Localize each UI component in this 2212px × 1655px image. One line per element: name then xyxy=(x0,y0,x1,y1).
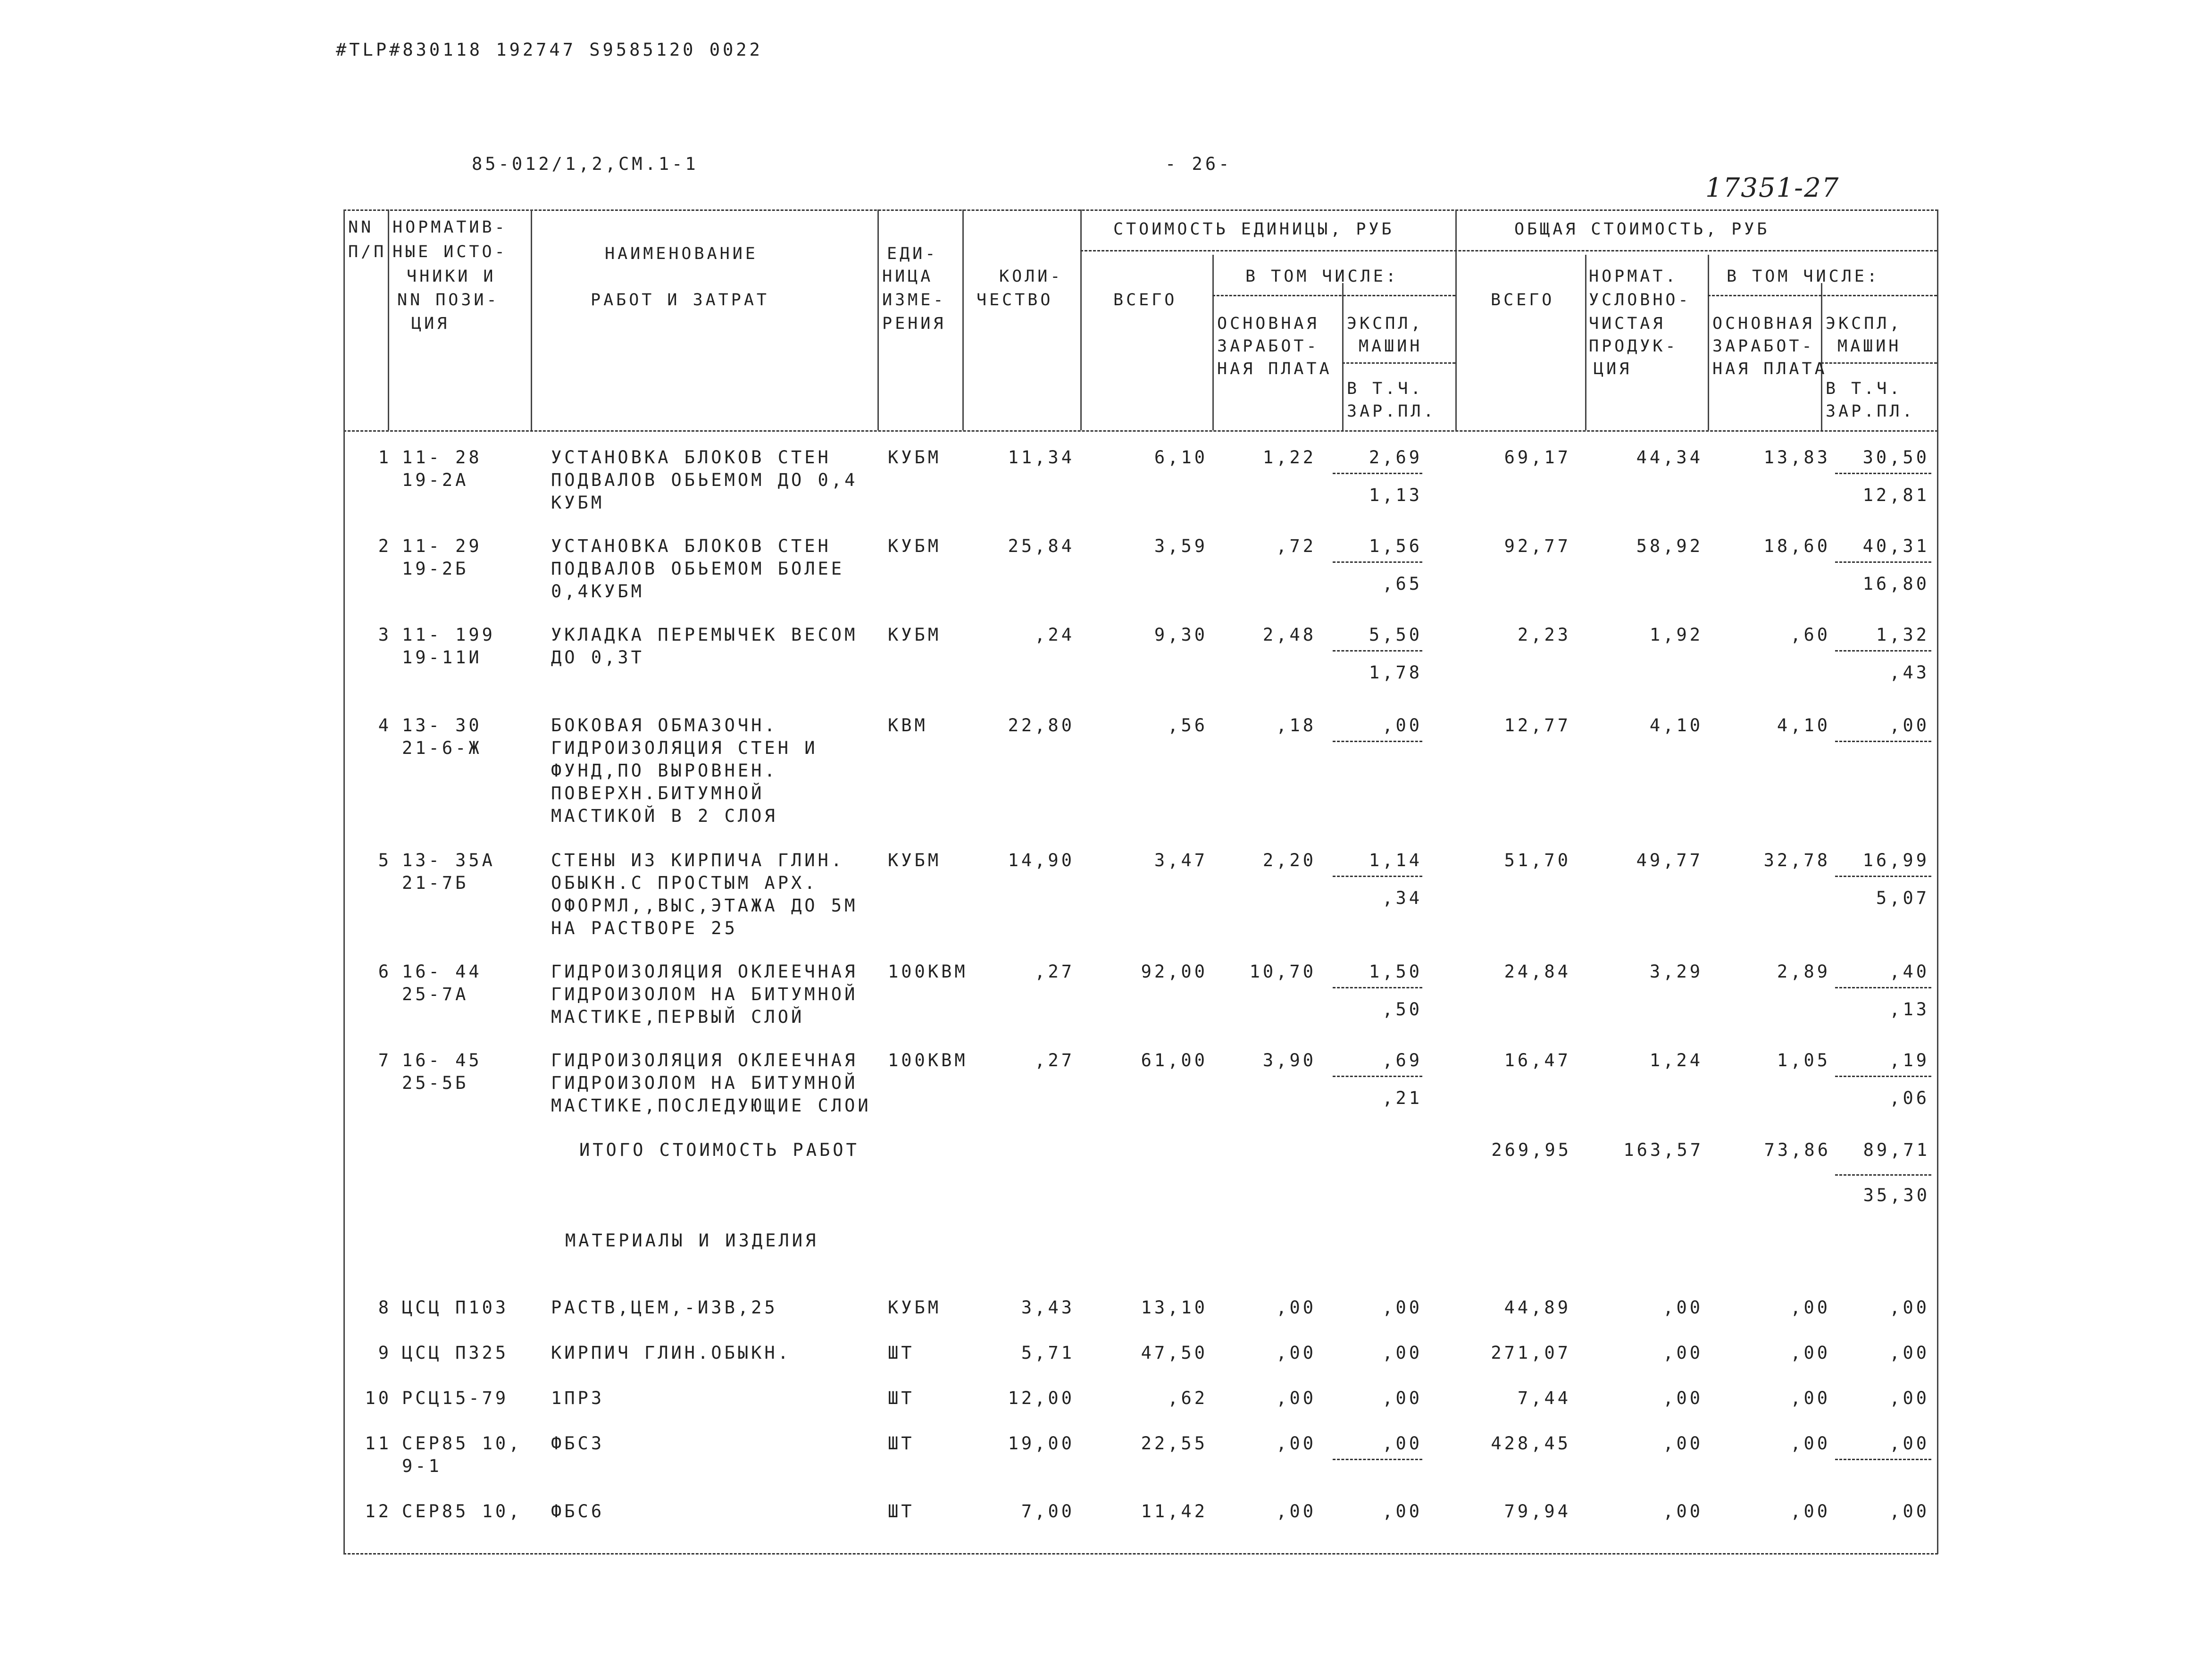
row-unit-zp: ,21 xyxy=(1382,1088,1422,1108)
header-unit-1: ЕДИ- xyxy=(887,244,938,263)
header-subrule-unit-in-that xyxy=(1212,295,1455,296)
header-subrule-total-in-that xyxy=(1708,295,1937,296)
row-total-eksp-divider xyxy=(1835,1076,1931,1077)
row-total-osn-zp: 13,83 xyxy=(1763,447,1830,468)
row-unit: КУБМ xyxy=(888,625,942,645)
row-total-eksp: ,00 xyxy=(1889,1388,1929,1408)
row-total-eksp: 30,50 xyxy=(1862,447,1929,468)
row-total-zp: 5,07 xyxy=(1876,888,1929,908)
row-unit-eksp-divider xyxy=(1333,1459,1422,1460)
row-code: 21-6-Ж xyxy=(402,738,482,758)
row-name-line: ФБС3 xyxy=(551,1433,605,1454)
row-name-line: МАСТИКЕ,ПЕРВЫЙ СЛОЙ xyxy=(551,1007,805,1027)
row-code: 11- 29 xyxy=(402,536,482,556)
header-separator-unit xyxy=(962,209,964,430)
row-code: 19-2Б xyxy=(402,559,469,579)
row-unit-osn-zp: 10,70 xyxy=(1249,961,1316,982)
row-total-norm-prod: ,00 xyxy=(1663,1388,1703,1408)
row-total-norm-prod: 4,10 xyxy=(1649,715,1703,736)
header-total-osn-2: ЗАРАБОТ- xyxy=(1712,337,1815,356)
row-number: 3 xyxy=(378,625,392,645)
header-subrule-unit-zp xyxy=(1342,362,1455,364)
row-quantity: 25,84 xyxy=(1008,536,1075,556)
row-total-norm-prod: 1,92 xyxy=(1649,625,1703,645)
row-total-norm-prod: ,00 xyxy=(1663,1343,1703,1363)
header-total-vsego: ВСЕГО xyxy=(1491,291,1555,309)
row-name-line: ОФОРМЛ,,ВЫС,ЭТАЖА ДО 5М xyxy=(551,895,858,916)
row-unit-eksp: ,00 xyxy=(1382,1501,1422,1521)
row-number: 4 xyxy=(378,715,392,736)
row-code: СЕР85 10, xyxy=(402,1501,522,1521)
row-number: 9 xyxy=(378,1343,392,1363)
row-unit-eksp: ,00 xyxy=(1382,1343,1422,1363)
row-name-line: КИРПИЧ ГЛИН.ОБЫКН. xyxy=(551,1343,791,1363)
row-unit-zp: 1,13 xyxy=(1369,485,1422,505)
row-quantity: 19,00 xyxy=(1008,1433,1075,1454)
row-total-eksp: ,00 xyxy=(1889,1501,1929,1521)
row-unit-eksp-divider xyxy=(1333,650,1422,652)
row-name-line: 0,4КУБМ xyxy=(551,581,644,602)
row-name-line: МАСТИКЕ,ПОСЛЕДУЮЩИЕ СЛОИ xyxy=(551,1095,871,1116)
row-unit-eksp: ,00 xyxy=(1382,715,1422,736)
row-unit-osn-zp: 1,22 xyxy=(1262,447,1316,468)
row-name-line: ГИДРОИЗОЛОМ НА БИТУМНОЙ xyxy=(551,984,858,1004)
row-code: ЦСЦ П325 xyxy=(402,1343,509,1363)
row-total: 2,23 xyxy=(1517,625,1571,645)
header-name-1: НАИМЕНОВАНИЕ xyxy=(605,244,758,263)
row-unit-osn-zp: 3,90 xyxy=(1262,1050,1316,1070)
header-norm-4: NN ПОЗИ- xyxy=(397,291,500,309)
row-total-osn-zp: ,00 xyxy=(1790,1388,1830,1408)
row-total: 16,47 xyxy=(1504,1050,1571,1070)
table-right-border xyxy=(1937,209,1938,1554)
row-unit-total: 6,10 xyxy=(1154,447,1208,468)
row-unit-osn-zp: ,18 xyxy=(1276,715,1316,736)
row-unit-osn-zp: ,00 xyxy=(1276,1501,1316,1521)
total-eksp-divider xyxy=(1835,1174,1931,1176)
row-unit-eksp: 1,56 xyxy=(1369,536,1422,556)
row-unit-eksp: 1,50 xyxy=(1369,961,1422,982)
row-code: 9-1 xyxy=(402,1456,442,1476)
row-total-eksp-divider xyxy=(1835,741,1931,742)
row-unit: КУБМ xyxy=(888,536,942,556)
row-quantity: 14,90 xyxy=(1008,850,1075,870)
header-norm-prod-1: НОРМАТ. xyxy=(1589,267,1678,286)
header-separator-name xyxy=(877,209,879,430)
row-name-line: СТЕНЫ ИЗ КИРПИЧА ГЛИН. xyxy=(551,850,845,870)
row-number: 11 xyxy=(365,1433,392,1454)
header-norm-prod-5: ЦИЯ xyxy=(1594,359,1632,378)
header-separator-u-total xyxy=(1212,255,1214,430)
row-name-line: ГИДРОИЗОЛЯЦИЯ СТЕН И xyxy=(551,738,818,758)
row-name-line: УСТАНОВКА БЛОКОВ СТЕН xyxy=(551,536,831,556)
row-unit-eksp: 1,14 xyxy=(1369,850,1422,870)
row-name-line: МАСТИКОЙ В 2 СЛОЯ xyxy=(551,806,778,826)
row-name-line: ФУНД,ПО ВЫРОВНЕН. xyxy=(551,761,778,781)
row-unit: 100КВМ xyxy=(888,1050,968,1070)
row-total-norm-prod: 1,24 xyxy=(1649,1050,1703,1070)
row-unit: ШТ xyxy=(888,1501,915,1521)
header-bottom-rule xyxy=(343,430,1938,432)
row-unit-zp: 1,78 xyxy=(1369,662,1422,683)
row-unit-eksp-divider xyxy=(1333,987,1422,988)
row-total-osn-zp: ,00 xyxy=(1790,1297,1830,1318)
table-top-rule xyxy=(343,209,1938,211)
row-code: 25-7А xyxy=(402,984,469,1004)
header-separator-t-osn xyxy=(1821,283,1822,430)
row-unit-osn-zp: ,00 xyxy=(1276,1297,1316,1318)
row-name-line: 1ПР3 xyxy=(551,1388,605,1408)
document-reference: 85-012/1,2,СМ.1-1 xyxy=(472,154,699,174)
row-total-zp: 12,81 xyxy=(1862,485,1929,505)
header-norm-prod-2: УСЛОВНО- xyxy=(1589,291,1691,309)
row-quantity: 12,00 xyxy=(1008,1388,1075,1408)
row-name-line: УСТАНОВКА БЛОКОВ СТЕН xyxy=(551,447,831,468)
row-unit-eksp: 2,69 xyxy=(1369,447,1422,468)
row-unit-osn-zp: ,00 xyxy=(1276,1388,1316,1408)
row-code: 16- 44 xyxy=(402,961,482,982)
row-code: 25-5Б xyxy=(402,1073,469,1093)
row-total-norm-prod: 49,77 xyxy=(1636,850,1703,870)
row-unit: ШТ xyxy=(888,1433,915,1454)
row-total: 51,70 xyxy=(1504,850,1571,870)
row-total-eksp: ,00 xyxy=(1889,1343,1929,1363)
header-norm-1: НОРМАТИВ- xyxy=(392,218,508,237)
row-total-osn-zp: ,00 xyxy=(1790,1501,1830,1521)
row-unit: ШТ xyxy=(888,1388,915,1408)
row-total-eksp-divider xyxy=(1835,561,1931,563)
row-number: 10 xyxy=(365,1388,392,1408)
row-total: 7,44 xyxy=(1517,1388,1571,1408)
row-code: СЕР85 10, xyxy=(402,1433,522,1454)
row-unit-total: 22,55 xyxy=(1141,1433,1208,1454)
row-total-eksp: 16,99 xyxy=(1862,850,1929,870)
row-code: 11- 28 xyxy=(402,447,482,468)
header-norm-prod-4: ПРОДУК- xyxy=(1589,337,1678,356)
row-total-osn-zp: 4,10 xyxy=(1777,715,1830,736)
header-total-in-that: В ТОМ ЧИСЛЕ: xyxy=(1727,267,1880,286)
row-number: 7 xyxy=(378,1050,392,1070)
row-total-norm-prod: ,00 xyxy=(1663,1501,1703,1521)
row-total-osn-zp: ,00 xyxy=(1790,1343,1830,1363)
header-total-eksp-2: МАШИН xyxy=(1837,337,1902,356)
row-total-zp: ,43 xyxy=(1889,662,1929,683)
row-name-line: ГИДРОИЗОЛЯЦИЯ ОКЛЕЕЧНАЯ xyxy=(551,961,858,982)
header-total-vtch-2: ЗАР.ПЛ. xyxy=(1826,402,1915,421)
header-unit-vtch-1: В Т.Ч. xyxy=(1347,379,1424,398)
row-total-eksp: 40,31 xyxy=(1862,536,1929,556)
header-separator-norm xyxy=(531,209,532,430)
row-quantity: 3,43 xyxy=(1021,1297,1075,1318)
row-number: 6 xyxy=(378,961,392,982)
page-number: - 26- xyxy=(1165,154,1232,174)
row-unit-total: 13,10 xyxy=(1141,1297,1208,1318)
header-norm-2: НЫЕ ИСТО- xyxy=(392,242,508,261)
row-total: 271,07 xyxy=(1491,1343,1571,1363)
row-unit-eksp: 5,50 xyxy=(1369,625,1422,645)
header-unit-3: ИЗМЕ- xyxy=(882,291,946,309)
header-qty-2: ЧЕСТВО xyxy=(977,291,1053,309)
row-name-line: ДО 0,3Т xyxy=(551,647,644,668)
row-quantity: 22,80 xyxy=(1008,715,1075,736)
row-name-line: ПОДВАЛОВ ОБЬЕМОМ ДО 0,4 xyxy=(551,470,858,490)
total-zp: 35,30 xyxy=(1863,1185,1930,1205)
header-total-vtch-1: В Т.Ч. xyxy=(1826,379,1903,398)
row-unit-total: ,62 xyxy=(1168,1388,1208,1408)
row-total-osn-zp: ,00 xyxy=(1790,1433,1830,1454)
row-total-zp: ,06 xyxy=(1889,1088,1929,1108)
row-total-eksp: ,40 xyxy=(1889,961,1929,982)
header-norm-3: ЧНИКИ И xyxy=(407,267,496,286)
total-label: ИТОГО СТОИМОСТЬ РАБОТ xyxy=(579,1140,860,1160)
row-total-zp: ,13 xyxy=(1889,999,1929,1020)
row-total-zp: 16,80 xyxy=(1862,574,1929,594)
header-unit-cost-title: СТОИМОСТЬ ЕДИНИЦЫ, РУБ xyxy=(1113,220,1394,239)
row-code: ЦСЦ П103 xyxy=(402,1297,509,1318)
row-total-osn-zp: ,60 xyxy=(1790,625,1830,645)
row-total-osn-zp: 1,05 xyxy=(1777,1050,1830,1070)
row-number: 1 xyxy=(378,447,392,468)
header-norm-5: ЦИЯ xyxy=(411,314,450,333)
header-subrule-cost xyxy=(1080,250,1937,251)
row-unit: КУБМ xyxy=(888,850,942,870)
row-unit-osn-zp: 2,48 xyxy=(1262,625,1316,645)
row-number: 8 xyxy=(378,1297,392,1318)
row-unit-total: 3,59 xyxy=(1154,536,1208,556)
row-unit-total: 92,00 xyxy=(1141,961,1208,982)
header-separator-t-total xyxy=(1585,255,1586,430)
row-quantity: 5,71 xyxy=(1021,1343,1075,1363)
row-total: 44,89 xyxy=(1504,1297,1571,1318)
row-code: 19-2А xyxy=(402,470,469,490)
row-number: 5 xyxy=(378,850,392,870)
header-unit-vsego: ВСЕГО xyxy=(1113,291,1177,309)
row-code: 21-7Б xyxy=(402,873,469,893)
row-unit-osn-zp: 2,20 xyxy=(1262,850,1316,870)
row-unit: КУБМ xyxy=(888,1297,942,1318)
row-unit-total: 61,00 xyxy=(1141,1050,1208,1070)
row-name-line: РАСТВ,ЦЕМ,-ИЗВ,25 xyxy=(551,1297,778,1318)
row-total-eksp-divider xyxy=(1835,987,1931,988)
header-norm-prod-3: ЧИСТАЯ xyxy=(1589,314,1666,333)
header-unit-2: НИЦА xyxy=(882,267,934,286)
total-all: 269,95 xyxy=(1491,1140,1571,1160)
row-quantity: ,27 xyxy=(1035,961,1075,982)
row-total-eksp-divider xyxy=(1835,876,1931,877)
header-unit-4: РЕНИЯ xyxy=(882,314,946,333)
row-unit-eksp: ,00 xyxy=(1382,1297,1422,1318)
row-code: 13- 35А xyxy=(402,850,495,870)
header-separator-t-norm xyxy=(1708,255,1709,430)
row-unit-zp: ,50 xyxy=(1382,999,1422,1020)
row-number: 12 xyxy=(365,1501,392,1521)
row-code: 11- 199 xyxy=(402,625,495,645)
row-name-line: ГИДРОИЗОЛОМ НА БИТУМНОЙ xyxy=(551,1073,858,1093)
header-unit-osn-2: ЗАРАБОТ- xyxy=(1217,337,1319,356)
header-separator-qty xyxy=(1080,209,1082,430)
row-quantity: 11,34 xyxy=(1008,447,1075,468)
row-name-line: НА РАСТВОРЕ 25 xyxy=(551,918,738,938)
row-name-line: ГИДРОИЗОЛЯЦИЯ ОКЛЕЕЧНАЯ xyxy=(551,1050,858,1070)
materials-title: МАТЕРИАЛЫ И ИЗДЕЛИЯ xyxy=(565,1230,819,1251)
row-unit-eksp-divider xyxy=(1333,561,1422,563)
row-number: 2 xyxy=(378,536,392,556)
row-total: 12,77 xyxy=(1504,715,1571,736)
row-total-osn-zp: 18,60 xyxy=(1763,536,1830,556)
header-separator-nn xyxy=(388,209,389,430)
row-code: 19-11И xyxy=(402,647,482,668)
row-total-norm-prod: ,00 xyxy=(1663,1297,1703,1318)
row-name-line: УКЛАДКА ПЕРЕМЫЧЕК ВЕСОМ xyxy=(551,625,858,645)
row-total-eksp: 1,32 xyxy=(1876,625,1929,645)
total-osn-zp: 73,86 xyxy=(1764,1140,1831,1160)
header-total-osn-3: НАЯ ПЛАТА xyxy=(1712,359,1828,378)
header-total-osn-1: ОСНОВНАЯ xyxy=(1712,314,1815,333)
row-name-line: КУБМ xyxy=(551,493,605,513)
row-unit: 100КВМ xyxy=(888,961,968,982)
total-eksp: 89,71 xyxy=(1863,1140,1930,1160)
row-total-osn-zp: 2,89 xyxy=(1777,961,1830,982)
row-total-osn-zp: 32,78 xyxy=(1763,850,1830,870)
row-unit-total: ,56 xyxy=(1168,715,1208,736)
row-quantity: ,24 xyxy=(1035,625,1075,645)
header-subrule-total-zp xyxy=(1821,362,1937,364)
row-unit-total: 3,47 xyxy=(1154,850,1208,870)
row-total-eksp-divider xyxy=(1835,473,1931,474)
row-total: 79,94 xyxy=(1504,1501,1571,1521)
row-name-line: ФБС6 xyxy=(551,1501,605,1521)
row-unit-eksp: ,69 xyxy=(1382,1050,1422,1070)
row-name-line: ПОВЕРХН.БИТУМНОЙ xyxy=(551,783,765,803)
row-unit-eksp-divider xyxy=(1333,1076,1422,1077)
row-unit-total: 9,30 xyxy=(1154,625,1208,645)
row-unit: ШТ xyxy=(888,1343,915,1363)
header-total-cost-title: ОБЩАЯ СТОИМОСТЬ, РУБ xyxy=(1514,220,1770,239)
row-total-eksp: ,00 xyxy=(1889,1297,1929,1318)
row-unit: КВМ xyxy=(888,715,928,736)
row-total-norm-prod: 44,34 xyxy=(1636,447,1703,468)
row-unit-eksp: ,00 xyxy=(1382,1388,1422,1408)
row-total-norm-prod: 3,29 xyxy=(1649,961,1703,982)
row-total-eksp: ,19 xyxy=(1889,1050,1929,1070)
row-unit-osn-zp: ,00 xyxy=(1276,1433,1316,1454)
row-name-line: ОБЫКН.С ПРОСТЫМ АРХ. xyxy=(551,873,818,893)
header-unit-vtch-2: ЗАР.ПЛ. xyxy=(1347,402,1436,421)
document-code: #TLP#830118 192747 S9585120 0022 xyxy=(336,40,763,60)
header-total-eksp-1: ЭКСПЛ, xyxy=(1826,314,1903,333)
row-unit: КУБМ xyxy=(888,447,942,468)
table-left-border xyxy=(343,209,345,1554)
row-total-norm-prod: 58,92 xyxy=(1636,536,1703,556)
row-total-eksp: ,00 xyxy=(1889,1433,1929,1454)
row-total-eksp-divider xyxy=(1835,1459,1931,1460)
row-total-norm-prod: ,00 xyxy=(1663,1433,1703,1454)
header-unit-osn-3: НАЯ ПЛАТА xyxy=(1217,359,1332,378)
row-total: 69,17 xyxy=(1504,447,1571,468)
row-unit-total: 11,42 xyxy=(1141,1501,1208,1521)
row-unit-zp: ,34 xyxy=(1382,888,1422,908)
row-unit-total: 47,50 xyxy=(1141,1343,1208,1363)
header-unit-osn-1: ОСНОВНАЯ xyxy=(1217,314,1319,333)
row-quantity: 7,00 xyxy=(1021,1501,1075,1521)
row-total: 428,45 xyxy=(1491,1433,1571,1454)
header-unit-in-that: В ТОМ ЧИСЛЕ: xyxy=(1245,267,1399,286)
row-name-line: ПОДВАЛОВ ОБЬЕМОМ БОЛЕЕ xyxy=(551,559,845,579)
row-total: 92,77 xyxy=(1504,536,1571,556)
row-unit-eksp-divider xyxy=(1333,741,1422,742)
row-unit-eksp-divider xyxy=(1333,876,1422,877)
row-unit-eksp-divider xyxy=(1333,473,1422,474)
table-bottom-rule xyxy=(343,1553,1938,1555)
row-total: 24,84 xyxy=(1504,961,1571,982)
handwritten-number: 17351-27 xyxy=(1705,173,1840,203)
row-total-eksp-divider xyxy=(1835,650,1931,652)
header-unit-eksp-2: МАШИН xyxy=(1359,337,1423,356)
row-unit-osn-zp: ,72 xyxy=(1276,536,1316,556)
header-qty-1: КОЛИ- xyxy=(999,267,1063,286)
header-nn-1: NN xyxy=(348,218,374,237)
row-name-line: БОКОВАЯ ОБМАЗОЧН. xyxy=(551,715,778,736)
row-code: 13- 30 xyxy=(402,715,482,736)
row-code: 16- 45 xyxy=(402,1050,482,1070)
row-total-eksp: ,00 xyxy=(1889,715,1929,736)
total-norm-prod: 163,57 xyxy=(1623,1140,1703,1160)
header-unit-eksp-1: ЭКСПЛ, xyxy=(1347,314,1424,333)
header-separator-unit-block xyxy=(1455,209,1457,430)
header-separator-u-osn xyxy=(1342,283,1344,430)
row-quantity: ,27 xyxy=(1035,1050,1075,1070)
header-nn-2: П/П xyxy=(348,242,387,261)
row-unit-eksp: ,00 xyxy=(1382,1433,1422,1454)
row-unit-zp: ,65 xyxy=(1382,574,1422,594)
row-code: РСЦ15-79 xyxy=(402,1388,509,1408)
row-unit-osn-zp: ,00 xyxy=(1276,1343,1316,1363)
header-name-2: РАБОТ И ЗАТРАТ xyxy=(591,291,770,309)
